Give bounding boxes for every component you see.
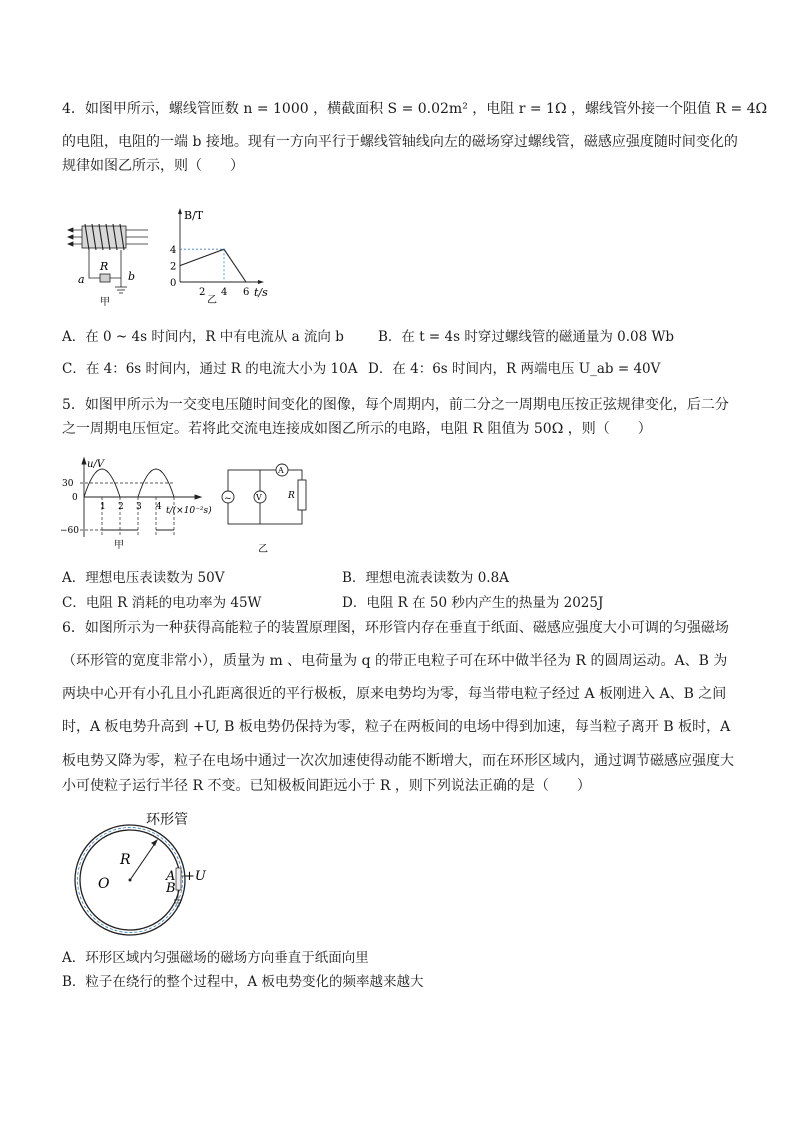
q6-line-1: 6．如图所示为一种获得高能粒子的装置原理图，环形管内存在垂直于纸面、磁感应强度大小可调的匀强磁场 bbox=[62, 620, 729, 636]
bt-xtick: 4 bbox=[221, 287, 228, 298]
q4-option-c[interactable]: C．在 4：6s 时间内，通过 R 的电流大小为 10A bbox=[62, 361, 358, 377]
q6-line-3: 两块中心开有小孔且小孔距离很近的平行极板，原来电势均为零，每当带电粒子经过 A 板刚进入 A、B 之间 bbox=[62, 686, 727, 702]
q6-option-a[interactable]: A．环形区域内匀强磁场的磁场方向垂直于纸面向里 bbox=[62, 950, 369, 966]
q4-line-3: 规律如图乙所示，则（ ） bbox=[62, 158, 244, 174]
bt-series-line bbox=[180, 249, 246, 282]
ut-ylabel: u/V bbox=[87, 459, 105, 470]
q4-figure-jia bbox=[62, 215, 152, 310]
q4-option-b[interactable]: B．在 t = 4s 时穿过螺线管的磁通量为 0.08 Wb bbox=[378, 329, 674, 345]
q5-yi-R-label: R bbox=[288, 491, 295, 501]
q4-option-d[interactable]: D．在 4：6s 时间内，R 两端电压 U_ab = 40V bbox=[368, 361, 661, 377]
q6-O-label: O bbox=[98, 876, 110, 892]
q5-line-2: 之一周期电压恒定。若将此交流电连接成如图乙所示的电路，电阻 R 阻值为 50Ω ，则（ ） bbox=[62, 421, 652, 437]
q6-line-6: 小可使粒子运行半径 R 不变。已知极板间距远小于 R ，则下列说法正确的是（ ） bbox=[62, 778, 591, 794]
q5-figure-jia bbox=[58, 455, 218, 555]
ut-xtick-2: 2 bbox=[118, 502, 124, 512]
q4-jia-a-label: a bbox=[78, 273, 85, 286]
q4-line-1: 4．如图甲所示，螺线管匝数 n = 1000 ，横截面积 S = 0.02m² ，电阻 r = 1Ω ，螺线管外接一个阻值 R = 4Ω bbox=[62, 101, 768, 117]
ut-ytick-neg60: −60 bbox=[60, 526, 79, 536]
q5-yi-caption: 乙 bbox=[258, 544, 268, 555]
bt-ytick: 0 bbox=[170, 278, 177, 289]
q6-B-label: B bbox=[166, 881, 176, 896]
q6-ring-title: 环形管 bbox=[146, 812, 188, 828]
bt-xtick: 6 bbox=[243, 287, 250, 298]
q4-jia-b-label: b bbox=[128, 270, 136, 283]
bt-ytick: 2 bbox=[170, 261, 177, 273]
ut-xtick-4: 4 bbox=[156, 502, 162, 512]
bt-xtick: 2 bbox=[199, 287, 206, 298]
bt-xlabel: t/s bbox=[254, 286, 268, 299]
bt-ytick: 4 bbox=[170, 245, 177, 257]
q5-option-a[interactable]: A．理想电压表读数为 50V bbox=[62, 570, 225, 586]
q5-jia-caption: 甲 bbox=[114, 540, 124, 551]
voltmeter-label: V bbox=[256, 493, 262, 502]
q6-line-5: 板电势又降为零，粒子在电场中通过一次次加速使得动能不断增大，而在环形区域内，通过调节磁感应强度大 bbox=[62, 753, 734, 769]
ammeter-label: A bbox=[278, 466, 284, 475]
q4-line-2: 的电阻，电阻的一端 b 接地。现有一方向平行于螺线管轴线向左的磁场穿过螺线管，磁感应强度随时间变化的 bbox=[62, 134, 738, 150]
q5-line-1: 5．如图甲所示为一交变电压随时间变化的图像，每个周期内，前二分之一周期电压按正弦规律变化，后二分 bbox=[62, 397, 729, 413]
q4-option-a[interactable]: A．在 0 ~ 4s 时间内，R 中有电流从 a 流向 b bbox=[62, 329, 344, 345]
ut-xtick-1: 1 bbox=[100, 502, 106, 512]
q6-line-4: 时，A 板电势升高到 +U, B 板电势仍保持为零，粒子在两板间的电场中得到加速，每当粒子离开 B 板时，A bbox=[62, 719, 731, 735]
q5-option-c[interactable]: C．电阻 R 消耗的电功率为 45W bbox=[62, 595, 262, 611]
ut-xtick-3: 3 bbox=[136, 502, 142, 512]
q4-yi-caption: 乙 bbox=[207, 295, 217, 306]
bt-ylabel: B/T bbox=[184, 209, 204, 222]
q6-R-label: R bbox=[120, 852, 131, 868]
q6-A-label: A bbox=[166, 869, 176, 884]
ut-ytick-30: 30 bbox=[62, 479, 74, 489]
q6-option-b[interactable]: B．粒子在绕行的整个过程中，A 板电势变化的频率越来越大 bbox=[62, 974, 424, 990]
ac-source-icon: ~ bbox=[224, 494, 232, 504]
q5-option-d[interactable]: D．电阻 R 在 50 秒内产生的热量为 2025J bbox=[342, 595, 604, 611]
q6-line-2: （环形管的宽度非常小），质量为 m 、电荷量为 q 的带正电粒子可在环中做半径为 R 的圆周运动。A、B 为 bbox=[62, 653, 728, 669]
ut-xlabel: t/(×10⁻²s) bbox=[166, 506, 212, 516]
q4-jia-R-label: R bbox=[100, 260, 109, 273]
q5-figure-yi bbox=[218, 460, 310, 560]
q4-figure-yi bbox=[162, 205, 272, 310]
ut-ytick-0: 0 bbox=[72, 493, 78, 503]
q4-jia-caption: 甲 bbox=[100, 297, 110, 308]
q6-figure-ring bbox=[62, 810, 206, 940]
q6-U-label: +U bbox=[184, 869, 206, 884]
q5-option-b[interactable]: B．理想电流表读数为 0.8A bbox=[342, 570, 509, 586]
